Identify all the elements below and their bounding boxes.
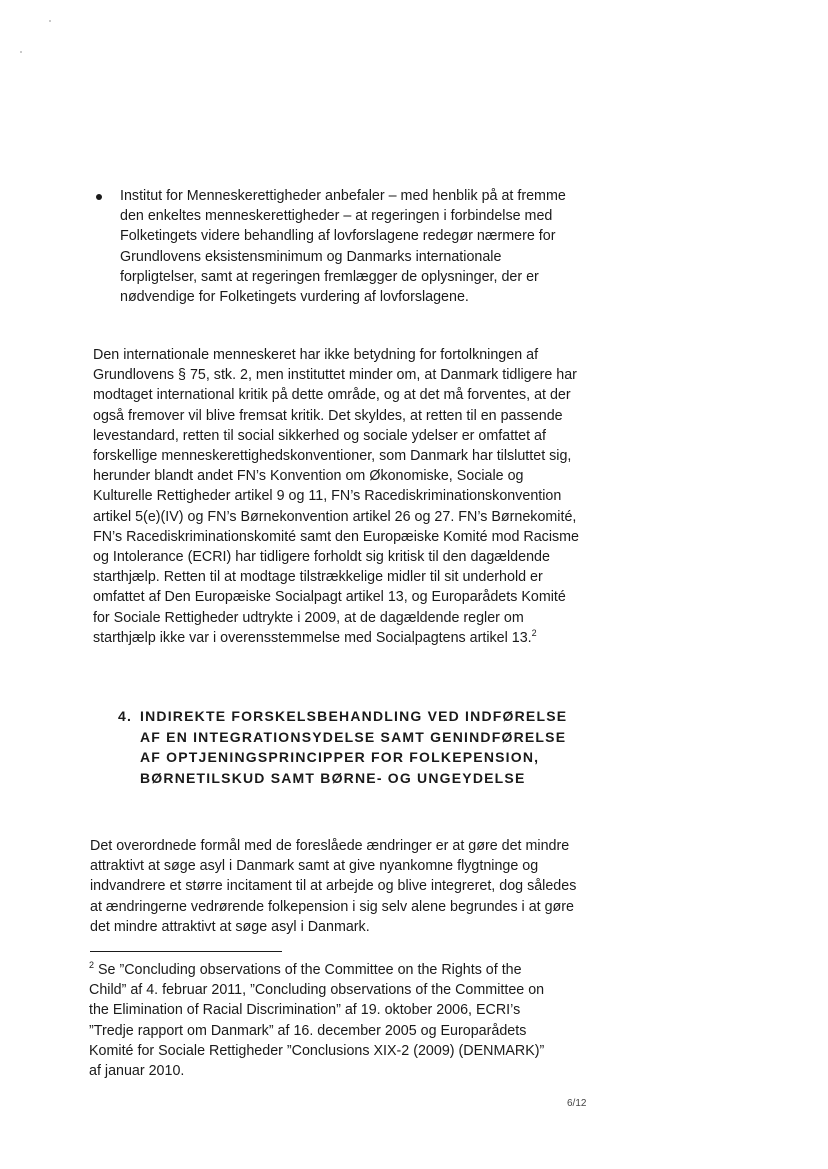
paragraph-purpose: Det overordnede formål med de foreslåede ændringer er at gøre det mindre attraktivt at søge asyl i Danmark samt at give nyankomne flygtninge og indvandrere et større incitament til at arbejde og blive integreret, dog således at ændringerne vedrørende folkepension i sig selv alene begrundes i at gøre det mindre attraktivt at søge asyl i Danmark. — [90, 838, 577, 935]
bullet-icon — [96, 194, 102, 200]
recommendation-bullet — [96, 186, 576, 307]
scan-speck — [49, 20, 51, 22]
section-number: 4. — [118, 708, 133, 724]
paragraph-text: Den internationale menneskeret har ikke betydning for fortolkningen af Grundlovens § 75, stk. 2, men instituttet minder om, at Danmark tidligere har modtaget international kritik på dette område, og at det må forventes, at der også fremover vil blive fremsat kritik. Det skyldes, at retten til en passende levestandard, retten til social sikkerhed og sociale ydelser er omfattet af forskellige menneskerettighedskonventioner, som Danmark har tilsluttet sig, herunder blandt andet FN’s Konvention om Økonomiske, Sociale og Kulturelle Rettigheder artikel 9 og 11, FN’s Racediskriminationskonvention artikel 5(e)(IV) og FN’s Børnekonvention artikel 26 og 27. FN’s Børnekomité, FN’s Racediskriminationskomité samt den Europæiske Komité mod Racisme og Intolerance (ECRI) har tidligere forholdt sig kritisk til den dagældende starthjælp. Retten til at modtage tilstrækkelige midler til sit underhold er omfattet af Den Europæiske Socialpagt artikel 13, og Europarådets Komité for Sociale Rettigheder udtrykte i 2009, at de dagældende regler om starthjælp ikke var i overensstemmelse med Socialpagtens artikel 13. — [93, 347, 580, 646]
footnote-divider — [90, 951, 282, 952]
footnote-reference[interactable]: 2 — [531, 628, 537, 639]
section-title: INDIREKTE FORSKELSBEHANDLING VED INDFØRELSE AF EN INTEGRATIONSYDELSE SAMT GENINDFØRELSE AF OPTJENINGSPRINCIPPER FOR FOLKEPENSION, BØRNETILSKUD SAMT BØRNE- OG UNGEYDELSE — [140, 708, 568, 786]
scan-speck — [20, 51, 22, 53]
footnote-marker: 2 — [89, 960, 95, 971]
footnote-text: Se ”Concluding observations of the Committee on the Rights of the Child” af 4. februar 2011, ”Concluding observations of the Committee on the Elimination of Racial Discrimination” af 19. oktober 2006, ECRI’s ”Tredje rapport om Danmark” af 16. december 2005 og Europarådets Komité for Sociale Rettigheder ”Conclusions XIX-2 (2009) (DENMARK)” af januar 2010. — [89, 962, 545, 1080]
page-number: 6/12 — [567, 1098, 587, 1109]
paragraph-international-law — [93, 345, 585, 648]
footnote — [89, 960, 559, 1081]
bullet-text: Institut for Menneskerettigheder anbefaler – med henblik på at fremme den enkeltes menneskerettigheder – at regeringen i forbindelse med Folketingets videre behandling af lovforslagene redegør nærmere for Grundlovens eksistensminimum og Danmarks internationale forpligtelser, samt at regeringen fremlægger de oplysninger, der er nødvendige for Folketingets vurdering af lovforslagene. — [120, 188, 566, 306]
section-heading — [118, 706, 588, 788]
